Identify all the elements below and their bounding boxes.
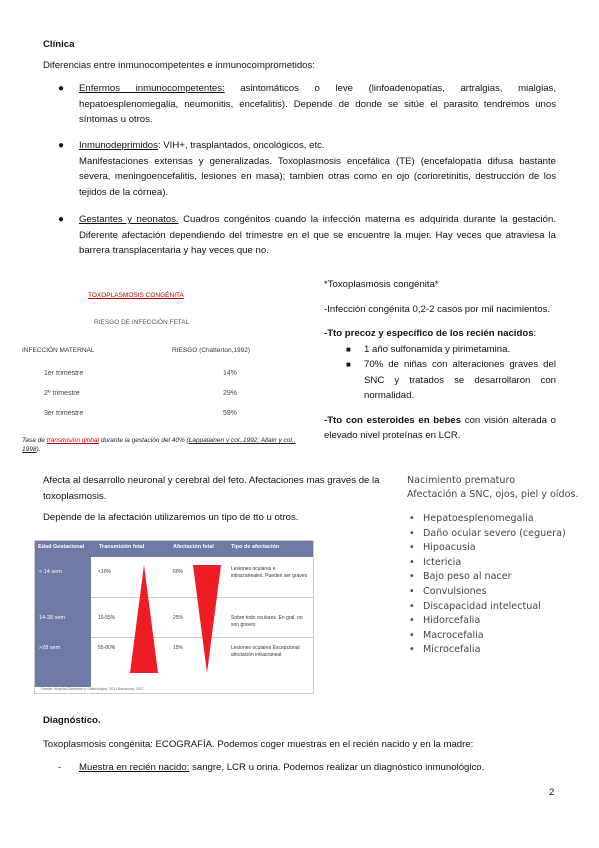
bullet-text: Cuadros congénitos cuando la infección materna es adquirida durante la gestación. Diferente afectación dependiendo del trimestre en el que se encuentre la mujer. Hay veces que atraviesa la barrera transplacentaria y hay veces que no. <box>79 214 556 256</box>
list-item <box>342 357 556 404</box>
caption-part: durante la gestación del 40% ( <box>99 437 189 444</box>
list-item: • Macrocefalia <box>407 629 592 644</box>
caption-part: ). <box>36 446 41 453</box>
table-cell-age: < 14 sem <box>39 569 62 575</box>
table-header <box>35 541 313 557</box>
bullet-term: Inmunodeprimidos <box>79 140 158 151</box>
section-heading-diagnostico: Diagnóstico. <box>43 715 101 726</box>
bullet-icon: ● <box>58 83 65 94</box>
risk-figure <box>22 282 312 457</box>
table-header-cell: Edad Gestacional <box>38 544 85 550</box>
diagnostico-item-term: Muestra en recién nacido: <box>79 762 190 773</box>
table-cell-tipo: Lesiones oculares Excepcional afectación intracraneal <box>231 645 300 658</box>
list-item: • Discapacidad intelectual <box>407 600 592 615</box>
right-title: *Toxoplasmosis congénita* <box>324 279 439 290</box>
risk-subtitle: RIESGO DE INFECCIÓN FETAL <box>94 319 190 326</box>
risk-row-value: 29% <box>223 390 238 397</box>
bullet-term: Gestantes y neonatos. <box>79 214 179 225</box>
right-column <box>324 277 556 444</box>
square-bullet-icon: ■ <box>346 344 351 354</box>
page-number: 2 <box>549 787 555 798</box>
table-footer: Fuente: Hospital Obstétrico y Ginecológico, 2021 Barcelona, 2017 <box>41 687 144 691</box>
right-p1: -Infección congénita 0,2-2 casos por mil nacimientos. <box>324 303 551 315</box>
afecta-text: Afecta al desarrollo neuronal y cerebral del feto. Afectaciones mas graves de la toxoplasmosis. <box>43 475 380 502</box>
caption-highlight: transmisión global <box>46 437 100 444</box>
right-p3-text: con visión alterada o elevado nivel proteínas en LCR. <box>324 414 556 441</box>
bullet-text-2: Manifestaciones extensas y generalizadas. Toxoplasmosis encefálica (TE) (encefalopatía difusa bastante severa, meningoencefalitis, lesiones en masa); tambien otras como en ojo (corioretinitis, destrucción de los tejidos de la córnea). <box>79 155 556 198</box>
table-cell-afect: 25% <box>173 615 184 621</box>
symptom-items <box>407 512 592 658</box>
bullet-inmunocompetentes <box>58 81 556 128</box>
right-p2-colon: : <box>533 328 537 339</box>
symptom-list-heading: Nacimiento prematuro <box>407 475 516 486</box>
diagnostico-item-text: sangre, LCR u orina. Podemos realizar un diagnóstico inmunológico. <box>189 762 485 773</box>
bullet-inmunodeprimidos <box>58 138 556 200</box>
list-item: • Hidorcefalia <box>407 614 592 629</box>
table-age-column <box>35 557 91 687</box>
table-header-cell: Tipo de afectación <box>231 544 280 550</box>
diagnostico-text: Toxoplasmosis congénita: ECOGRAFÍA. Podemos coger muestras en el recién nacido y en la madre: <box>43 739 474 750</box>
bullet-icon: ● <box>58 140 65 151</box>
right-p3 <box>324 413 556 444</box>
table-header-cell: Transmisión fetal <box>99 544 145 550</box>
square-bullet-icon: ■ <box>346 360 351 369</box>
right-p2-bold: -Tto precoz y específico de los recién nacidos <box>324 328 534 339</box>
risk-title: TOXOPLASMOSIS CONGÉNITA <box>88 292 184 299</box>
table-cell-tipo: Sobre todo oculares. En gral. no son graves <box>231 615 303 628</box>
table-cell-trans: 55-80% <box>98 645 116 651</box>
caption-reference: Lappalainen y col.,1992; Allain y col., 1998 <box>22 437 296 453</box>
list-item <box>342 342 556 358</box>
list-item: • Convulsiones <box>407 585 592 600</box>
table-header-cell: Afectación fetal <box>173 544 214 550</box>
depende-text: Depende de la afectación utilizaremos un tipo de tto u otros. <box>43 512 299 523</box>
risk-row-label: 1er trimestre <box>44 370 84 377</box>
list-item: • Hipoacusia <box>407 541 592 556</box>
table-cell-afect: 60% <box>173 569 184 575</box>
list-item: • Bajo peso al nacer <box>407 570 592 585</box>
table-cell-age: >28 sem <box>39 645 61 651</box>
right-p3-bold: -Tto con esteroides en bebes <box>324 414 462 426</box>
list-item-text: 1 año sulfonamida y pirimetamina. <box>364 343 511 355</box>
right-p2 <box>324 326 556 342</box>
list-item: • Microcefalia <box>407 643 592 658</box>
affectation-triangle-icon <box>193 563 223 675</box>
bullet-text: : VIH+, trasplantados, oncológicos, etc. <box>157 140 325 151</box>
diagnostico-item <box>58 760 557 776</box>
table-cell-age: 14-28 sem <box>39 615 65 621</box>
list-item: • Daño ocular severo (ceguera) <box>407 527 592 542</box>
bullet-text: asintomáticos o leve (linfoadenopatías, artralgias, mialgias, hepatoesplenomegalia, neumonitis, encefalitis). Depende de donde se sitúe el parasito tendremos unos síntomas u otros. <box>79 83 556 125</box>
table-cell-trans: 15-55% <box>98 615 116 621</box>
bullet-icon: ● <box>58 214 65 225</box>
risk-col-right: RIESGO (Chatterton,1992) <box>172 347 251 354</box>
gestational-table <box>34 540 314 694</box>
right-list <box>342 342 556 404</box>
bullet-term: Enfermos inmunocompetentes: <box>79 83 225 94</box>
transmission-triangle-icon <box>130 563 160 675</box>
risk-row-value: 59% <box>223 410 238 417</box>
table-cell-trans: <10% <box>98 569 111 575</box>
list-item: • Hepatoesplenomegalia <box>407 512 592 527</box>
risk-row-label: 3er trimestre <box>44 410 84 417</box>
symptom-list-subheading: Afectación a SNC, ojos, piel y oídos. <box>407 489 579 500</box>
intro-text: Diferencias entre inmunocompetentes e inmunocomprometidos: <box>43 60 315 71</box>
table-cell-tipo: Lesiones oculares e intracraneales. Pueden ser graves <box>231 566 308 579</box>
bullet-gestantes <box>58 212 556 259</box>
dash-bullet-icon: - <box>58 762 62 773</box>
risk-row-value: 14% <box>223 370 238 377</box>
symptom-list <box>407 474 592 658</box>
list-item: • Ictericia <box>407 556 592 571</box>
table-cell-afect: 15% <box>173 645 184 651</box>
risk-caption <box>22 436 312 454</box>
caption-part: Tasa de <box>22 437 47 444</box>
list-item-text: 70% de niñas con alteraciones graves del SNC y tratados se desarrollaron con normalidad. <box>364 359 556 401</box>
risk-row-label: 2º trimestre <box>44 390 80 397</box>
section-heading-clinica: Clínica <box>43 39 75 50</box>
risk-col-left: INFECCIÓN MATERNAL <box>22 347 95 354</box>
